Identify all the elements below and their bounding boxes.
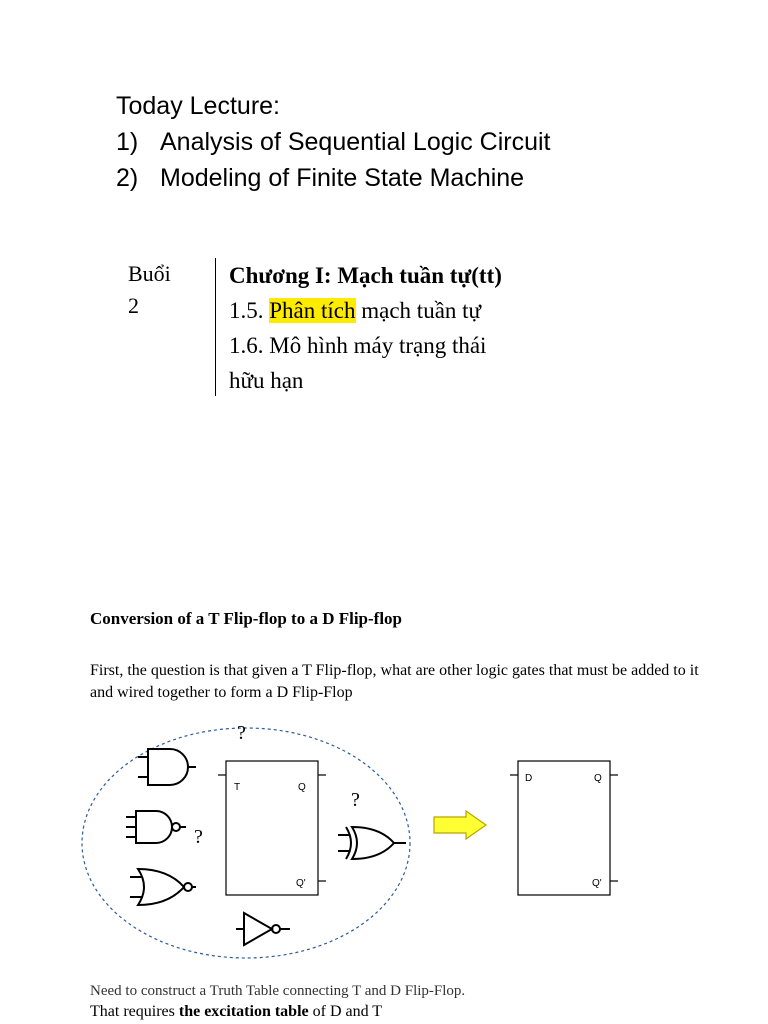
nor-gate-icon — [130, 869, 196, 905]
question-mark: ? — [237, 722, 246, 744]
note-line-2-prefix: That requires — [90, 1003, 175, 1020]
chapter-line-2: 1.6. Mô hình máy trạng thái — [229, 333, 487, 358]
right-arrow-icon — [434, 811, 486, 839]
t-input-label: T — [234, 782, 241, 793]
lecture-block — [116, 88, 550, 196]
q-output-label: Q — [594, 773, 602, 784]
lecture-item-text: Modeling of Finite State Machine — [160, 164, 525, 192]
vertical-divider — [215, 258, 216, 396]
d-flip-flop — [510, 761, 618, 895]
xor-gate-icon — [338, 827, 406, 859]
chapter-line-1-suffix: mạch tuần tự — [361, 298, 482, 323]
lecture-item-number: 1) — [116, 128, 139, 156]
and-gate-icon — [138, 749, 196, 785]
q-bar-output-label: Q' — [592, 878, 602, 889]
lecture-item-number: 2) — [116, 164, 139, 192]
q-output-label: Q — [298, 782, 306, 793]
chapter-line-3: hữu hạn — [229, 368, 304, 393]
lecture-item — [116, 124, 550, 160]
session-label-line1: Buổi — [128, 261, 171, 286]
lecture-heading: Today Lecture: — [116, 92, 280, 120]
note-line-2-mid: of — [312, 1003, 326, 1020]
chapter-block — [229, 258, 589, 398]
chapter-line-1 — [229, 293, 589, 328]
conversion-question: First, the question is that given a T Flip-flop, what are other logic gates that must be added to it and wired together to form a D Flip-Flop — [90, 662, 699, 701]
nand-gate-icon — [126, 811, 186, 843]
question-mark: ? — [351, 789, 360, 811]
session-label-line2: 2 — [128, 293, 139, 318]
chapter-title: Chương I: Mạch tuần tự(tt) — [229, 263, 502, 288]
q-bar-output-label: Q' — [296, 878, 306, 889]
lecture-item-text: Analysis of Sequential Logic Circuit — [160, 128, 551, 156]
d-input-label: D — [525, 773, 533, 784]
conversion-diagram — [80, 715, 640, 975]
note-line-2-suffix: D and T — [329, 1003, 383, 1020]
session-label — [128, 258, 171, 322]
highlighted-text: Phân tích — [269, 298, 356, 323]
not-gate-icon — [236, 913, 290, 945]
note-line-2 — [90, 1003, 382, 1021]
note-line-1: Need to construct a Truth Table connecting T and D Flip-Flop. — [90, 983, 466, 999]
chapter-line-1-prefix: 1.5. — [229, 298, 264, 323]
lecture-item — [116, 160, 550, 196]
conversion-title: Conversion of a T Flip-flop to a D Flip-flop — [90, 609, 403, 628]
question-mark: ? — [194, 826, 203, 848]
note-line-2-bold: the excitation table — [178, 1003, 309, 1020]
t-flip-flop — [218, 761, 326, 895]
